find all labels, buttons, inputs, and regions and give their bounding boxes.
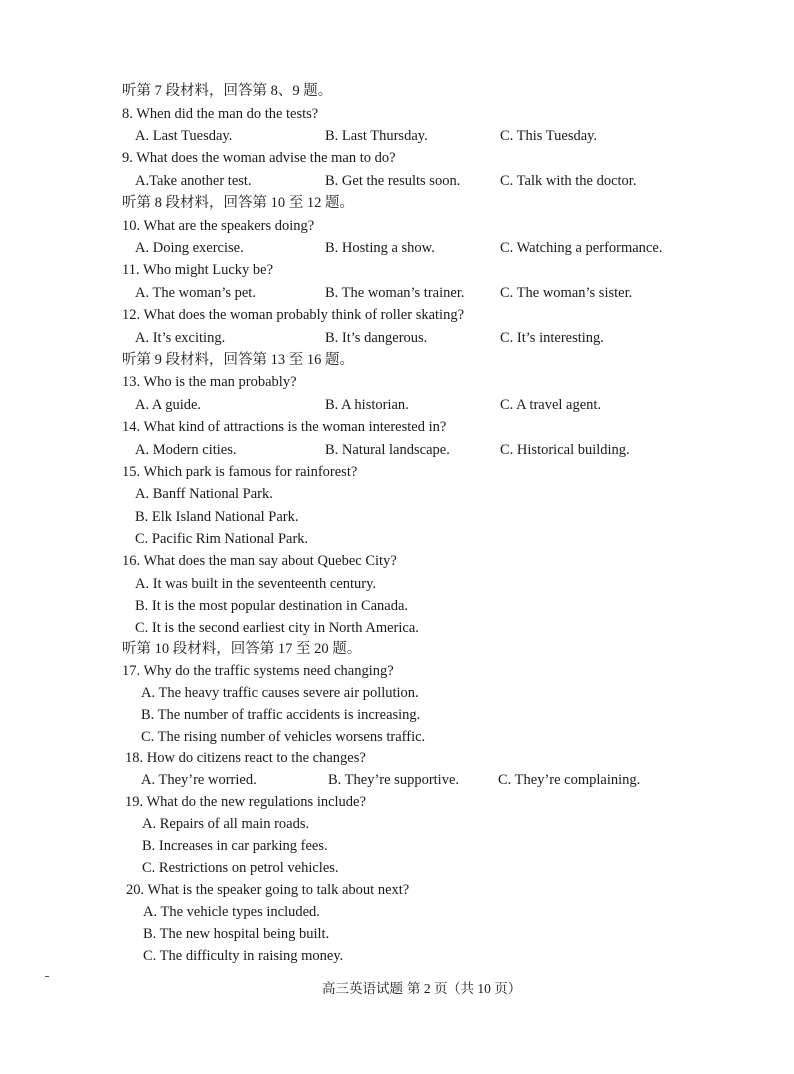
question-stem: 13. Who is the man probably? (122, 374, 297, 390)
page-footer (0, 978, 794, 1000)
option-a: A.Take another test. (135, 173, 252, 189)
option-b: B. The new hospital being built. (143, 926, 330, 942)
option-c: C. Talk with the doctor. (500, 173, 637, 189)
question-stem: 15. Which park is famous for rainforest? (122, 464, 358, 480)
question-10 (0, 215, 794, 237)
option-c: C. It’s interesting. (500, 330, 604, 346)
question-stem: 19. What do the new regulations include? (125, 794, 366, 810)
question-13 (0, 371, 794, 393)
option-a: A. It’s exciting. (135, 330, 226, 346)
option-a: A. They’re worried. (141, 772, 257, 788)
question-14 (0, 416, 794, 438)
question-8 (0, 103, 794, 125)
option-c: C. Pacific Rim National Park. (135, 531, 309, 547)
question-stem: 16. What does the man say about Quebec City? (122, 553, 397, 569)
question-18-options (0, 769, 794, 791)
question-10-options (0, 237, 794, 259)
question-17-option-c-row (0, 726, 794, 748)
question-16-option-b-row (0, 595, 794, 617)
question-stem: 20. What is the speaker going to talk about next? (126, 882, 410, 898)
question-stem: 11. Who might Lucky be? (122, 262, 274, 278)
question-18 (0, 747, 794, 769)
question-15 (0, 461, 794, 483)
option-b: B. Hosting a show. (325, 240, 435, 256)
option-c: C. It is the second earliest city in North America. (135, 620, 419, 636)
question-19-option-a-row (0, 813, 794, 835)
option-c: C. The woman’s sister. (500, 285, 633, 301)
scan-mark (45, 976, 49, 977)
page-total: （共 10 页） (447, 981, 522, 996)
option-a: A. Doing exercise. (135, 240, 244, 256)
question-15-option-c-row (0, 528, 794, 550)
section-9-instruction: 听第 9 段材料，回答第 13 至 16 题。 (122, 352, 354, 368)
section-heading (0, 80, 794, 102)
question-stem: 17. Why do the traffic systems need changing? (122, 663, 394, 679)
section-heading (0, 192, 794, 214)
question-15-option-b-row (0, 506, 794, 528)
option-c: C. Restrictions on petrol vehicles. (142, 860, 339, 876)
option-a: A. Last Tuesday. (135, 128, 233, 144)
question-12 (0, 304, 794, 326)
option-c: C. The difficulty in raising money. (143, 948, 344, 964)
page-number: 第 2 页 (407, 981, 448, 996)
option-a: A. Repairs of all main roads. (142, 816, 310, 832)
option-a: A. A guide. (135, 397, 202, 413)
question-20-option-a-row (0, 901, 794, 923)
option-c: C. This Tuesday. (500, 128, 598, 144)
question-stem: 14. What kind of attractions is the woman interested in? (122, 419, 447, 435)
exam-title: 高三英语试题 (322, 981, 403, 996)
question-9-options (0, 170, 794, 192)
option-a: A. The vehicle types included. (143, 904, 320, 920)
option-c: C. They’re complaining. (498, 772, 641, 788)
section-7-instruction: 听第 7 段材料，回答第 8、9 题。 (122, 83, 333, 99)
option-c: C. Historical building. (500, 442, 630, 458)
option-a: A. The heavy traffic causes severe air pollution. (141, 685, 419, 701)
question-11 (0, 259, 794, 281)
option-b: B. Natural landscape. (325, 442, 450, 458)
question-20-option-c-row (0, 945, 794, 967)
option-a: A. Modern cities. (135, 442, 237, 458)
question-8-options (0, 125, 794, 147)
option-b: B. Last Thursday. (325, 128, 428, 144)
option-b: B. It is the most popular destination in Canada. (135, 598, 409, 614)
option-b: B. The number of traffic accidents is increasing. (141, 707, 421, 723)
question-19-option-b-row (0, 835, 794, 857)
question-19-option-c-row (0, 857, 794, 879)
option-b: B. The woman’s trainer. (325, 285, 465, 301)
question-17-option-a-row (0, 682, 794, 704)
section-heading (0, 349, 794, 371)
option-b: B. They’re supportive. (328, 772, 460, 788)
option-c: C. The rising number of vehicles worsens traffic. (141, 729, 426, 745)
section-10-instruction: 听第 10 段材料，回答第 17 至 20 题。 (122, 641, 362, 657)
question-stem: 10. What are the speakers doing? (122, 218, 315, 234)
question-15-option-a-row (0, 483, 794, 505)
option-b: B. Elk Island National Park. (135, 509, 299, 525)
question-20-option-b-row (0, 923, 794, 945)
question-16-option-c-row (0, 617, 794, 639)
question-17-option-b-row (0, 704, 794, 726)
question-13-options (0, 394, 794, 416)
option-c: C. Watching a performance. (500, 240, 663, 256)
option-c: C. A travel agent. (500, 397, 602, 413)
question-17 (0, 660, 794, 682)
option-b: B. Increases in car parking fees. (142, 838, 328, 854)
section-8-instruction: 听第 8 段材料，回答第 10 至 12 题。 (122, 195, 354, 211)
question-19 (0, 791, 794, 813)
question-16 (0, 550, 794, 572)
option-b: B. A historian. (325, 397, 409, 413)
question-stem: 8. When did the man do the tests? (122, 106, 319, 122)
question-11-options (0, 282, 794, 304)
option-a: A. It was built in the seventeenth century. (135, 576, 377, 592)
question-16-option-a-row (0, 573, 794, 595)
option-b: B. Get the results soon. (325, 173, 461, 189)
question-stem: 12. What does the woman probably think of roller skating? (122, 307, 465, 323)
question-20 (0, 879, 794, 901)
option-a: A. Banff National Park. (135, 486, 273, 502)
question-stem: 9. What does the woman advise the man to do? (122, 150, 396, 166)
option-a: A. The woman’s pet. (135, 285, 256, 301)
question-stem: 18. How do citizens react to the changes? (125, 750, 366, 766)
section-heading (0, 638, 794, 660)
question-14-options (0, 439, 794, 461)
option-b: B. It’s dangerous. (325, 330, 428, 346)
question-9 (0, 147, 794, 169)
question-12-options (0, 327, 794, 349)
